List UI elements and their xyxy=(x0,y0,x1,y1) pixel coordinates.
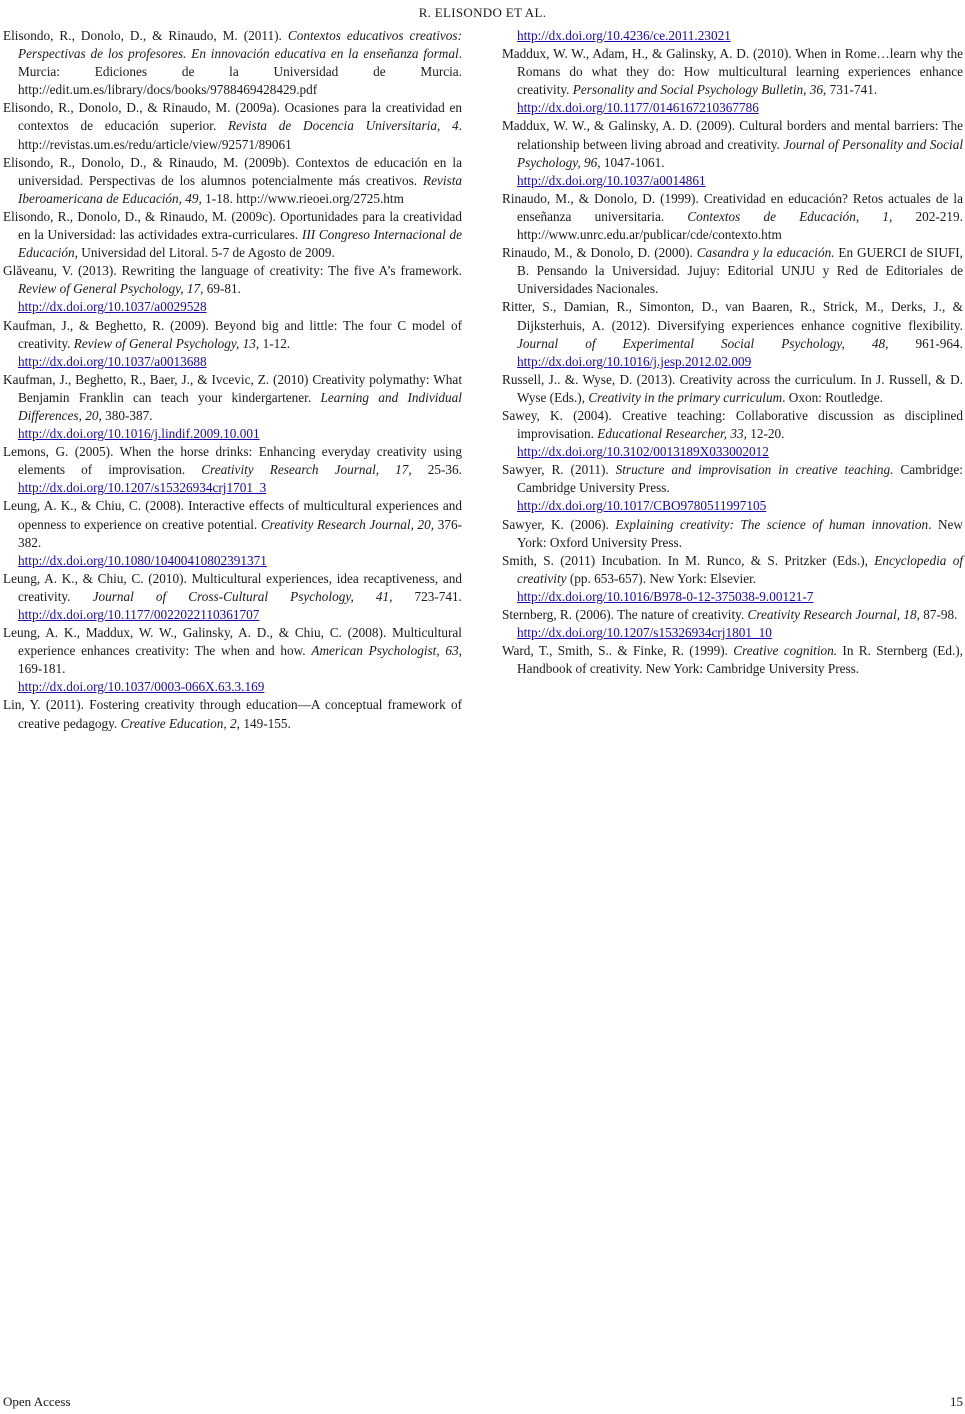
reference-entry xyxy=(3,371,462,443)
reference-source: Casandra y la educación. xyxy=(696,245,835,261)
reference-source: Creative Education, 2, xyxy=(120,715,240,731)
doi-link[interactable]: http://dx.doi.org/10.1017/CBO9780511997105 xyxy=(517,498,767,514)
reference-source: Structure and improvisation in creative teaching. xyxy=(615,462,894,478)
references-body xyxy=(0,27,965,1377)
reference-entry xyxy=(3,27,462,99)
reference-source: Revista Iberoamericana de Educación, 49, xyxy=(18,172,462,206)
reference-authors-title: Maddux, W. W., Adam, H., & Galinsky, A. D. (2010). When in Rome…learn why the Romans do what they do: How multicultural learning experiences enhance creativity. xyxy=(502,46,963,98)
reference-authors-title: Ward, T., Smith, S.. & Finke, R. (1999). xyxy=(502,643,734,659)
reference-authors-title: Ritter, S., Damian, R., Simonton, D., van Baaren, R., Strick, M., Derks, J., & Dijksterhuis, A. (2012). Diversifying experiences enhance cognitive flexibility. xyxy=(502,299,963,333)
reference-source: Review of General Psychology, 17, xyxy=(18,281,204,297)
reference-authors-title: Kaufman, J., Beghetto, R., Baer, J., & Ivcevic, Z. (2010) Creativity polymathy: What Benjamin Franklin can teach your kindergartener. xyxy=(3,371,462,405)
reference-source: Contextos de Educación, 1, xyxy=(687,208,893,224)
reference-details: (pp. 653-657). New York: Elsevier. xyxy=(566,570,757,586)
reference-entry xyxy=(502,642,963,678)
reference-entry xyxy=(502,45,963,117)
reference-source: Personality and Social Psychology Bulletin, 36, xyxy=(572,82,827,98)
reference-authors-title: Sawey, K. (2004). Creative teaching: Collaborative discussion as disciplined improvisation. xyxy=(502,407,963,442)
reference-source: Review of General Psychology, 13, xyxy=(73,335,260,351)
reference-details: . Murcia: Ediciones de la Universidad de Murcia. http://edit.um.es/library/docs/books/9788469428429.pdf xyxy=(18,46,462,98)
reference-entry xyxy=(502,371,963,407)
reference-source: Educational Researcher, 33, xyxy=(597,426,747,442)
reference-details: . Oxon: Routledge. xyxy=(782,389,883,405)
reference-details: 380-387. xyxy=(101,407,153,423)
footer-journal: Open Access xyxy=(3,1394,71,1409)
reference-entry xyxy=(3,624,462,696)
reference-source: Creativity Research Journal, 20, xyxy=(260,516,435,532)
reference-details: 12-20. xyxy=(746,426,785,442)
reference-authors-title: Elisondo, R., Donolo, D., & Rinaudo, M. (2009b). Contextos de educación en la universidad. Perspectivas de los alumnos potencialmente más creativos. xyxy=(3,154,462,188)
reference-authors-title: Kaufman, J., & Beghetto, R. (2009). Beyond big and little: The four C model of creativity. xyxy=(3,317,462,351)
reference-source: American Psychologist, 63, xyxy=(311,643,462,659)
doi-link[interactable]: http://dx.doi.org/10.1037/a0029528 xyxy=(18,299,207,315)
reference-entry xyxy=(3,262,462,316)
reference-authors-title: Glăveanu, V. (2013). Rewriting the language of creativity: The five A’s framework. xyxy=(3,263,462,279)
reference-details: 723-741. xyxy=(392,588,462,604)
reference-authors-title: Lemons, G. (2005). When the horse drinks: Enhancing everyday creativity using elements of improvisation. xyxy=(3,444,462,478)
reference-details: 25-36. xyxy=(411,462,462,478)
reference-details: , Universidad del Litoral. 5-7 de Agosto de 2009. xyxy=(74,245,335,261)
reference-entry xyxy=(502,552,963,606)
doi-link[interactable]: http://dx.doi.org/10.1177/0022022110361707 xyxy=(18,607,260,622)
reference-source: Creativity Research Journal, 17, xyxy=(201,462,412,478)
reference-entry xyxy=(502,190,963,244)
reference-source: Learning and Individual Differences, 20, xyxy=(18,389,462,423)
reference-authors-title: Elisondo, R., Donolo, D., & Rinaudo, M. (2009c). Oportunidades para la creatividad en la Universidad: las actividades extra-curriculares. xyxy=(3,208,462,243)
reference-source: Contextos educativos creativos: Perspectivas de los profesores. En innovación educativa en la enseñanza formal xyxy=(18,28,462,62)
reference-authors-title: Sternberg, R. (2006). The nature of creativity. xyxy=(502,607,748,622)
reference-entry xyxy=(502,461,963,515)
doi-link[interactable]: http://dx.doi.org/10.1177/0146167210367786 xyxy=(517,100,759,116)
reference-source: Creativity Research Journal, 18, xyxy=(747,607,920,622)
doi-link[interactable]: http://dx.doi.org/10.1037/a0013688 xyxy=(18,353,207,369)
reference-details: Cambridge: Cambridge University Press. xyxy=(517,462,963,496)
reference-source: Explaining creativity: The science of human innovation xyxy=(615,516,929,532)
doi-link[interactable]: http://dx.doi.org/10.1037/0003-066X.63.3.169 xyxy=(18,679,265,695)
doi-link[interactable]: http://dx.doi.org/10.3102/0013189X033002012 xyxy=(517,444,769,460)
doi-link[interactable]: http://dx.doi.org/10.1016/j.lindif.2009.10.001 xyxy=(18,426,260,442)
doi-link[interactable]: http://dx.doi.org/10.1207/s15326934crj1801_10 xyxy=(517,625,772,641)
references-right-column xyxy=(502,27,963,678)
reference-entry xyxy=(502,244,963,298)
reference-details: 169-181. xyxy=(18,661,66,677)
reference-source: Journal of Experimental Social Psychology, 48, xyxy=(517,335,889,351)
reference-authors-title: Russell, J.. &. Wyse, D. (2013). Creativity across the curriculum. In J. Russell, & D. Wyse (Eds.), xyxy=(502,371,963,405)
reference-entry xyxy=(3,154,462,208)
reference-authors-title: Maddux, W. W., & Galinsky, A. D. (2009). Cultural borders and mental barriers: The relationship between living abroad and creativity. xyxy=(502,118,963,152)
doi-link[interactable]: http://dx.doi.org/10.1037/a0014861 xyxy=(517,172,706,188)
doi-link[interactable]: http://dx.doi.org/10.1080/10400410802391371 xyxy=(18,552,267,568)
page-footer xyxy=(0,1392,965,1412)
reference-details: En GUERCI de SIUFI, B. Pensando la Universidad. Jujuy: Editorial UNJU y Red de Editoriales de Universidades Nacionales. xyxy=(517,245,963,297)
reference-details: 69-81. xyxy=(203,281,241,297)
reference-authors-title: Elisondo, R., Donolo, D., & Rinaudo, M. (2011). xyxy=(3,28,288,43)
reference-authors-title: Sawyer, K. (2006). xyxy=(502,516,616,532)
reference-details: 961-964. xyxy=(888,335,963,351)
reference-source: Encyclopedia of creativity xyxy=(517,552,963,586)
reference-details: 149-155. xyxy=(240,715,291,731)
reference-entry xyxy=(3,570,462,624)
doi-link[interactable]: http://dx.doi.org/10.1016/B978-0-12-375038-9.00121-7 xyxy=(517,588,814,604)
reference-source: Creativity in the primary curriculum xyxy=(588,389,783,405)
reference-entry xyxy=(502,117,963,189)
reference-authors-title: Smith, S. (2011) Incubation. In M. Runco, & S. Pritzker (Eds.), xyxy=(502,552,875,568)
reference-source: Journal of Personality and Social Psychology, 96, xyxy=(517,136,964,170)
reference-details: 1-18. http://www.rieoei.org/2725.htm xyxy=(201,190,404,206)
reference-details: 87-98. xyxy=(919,607,958,622)
reference-entry xyxy=(502,606,963,642)
reference-authors-title: Rinaudo, M., & Donolo, D. (2000). xyxy=(502,245,697,261)
reference-details: . New York: Oxford University Press. xyxy=(517,516,963,550)
reference-details: 1-12. xyxy=(259,335,291,351)
reference-entry xyxy=(3,443,462,497)
reference-details: In R. Sternberg (Ed.), Handbook of creativity. New York: Cambridge University Press. xyxy=(517,643,963,677)
reference-details: 731-741. xyxy=(826,82,878,98)
reference-details: 1047-1061. xyxy=(600,154,665,170)
reference-source: Creative cognition. xyxy=(733,643,838,659)
reference-source: III Congreso Internacional de Educación xyxy=(18,227,462,261)
reference-authors-title: Elisondo, R., Donolo, D., & Rinaudo, M. (2009a). Ocasiones para la creatividad en contextos de educación superior. xyxy=(3,100,462,134)
reference-source: Revista de Docencia Universitaria, 4 xyxy=(228,118,459,134)
doi-link[interactable]: http://dx.doi.org/10.1207/s15326934crj1701_3 xyxy=(18,480,267,496)
reference-entry xyxy=(502,298,963,370)
references-left-column xyxy=(3,27,462,733)
reference-authors-title: Leung, A. K., & Chiu, C. (2008). Interactive effects of multicultural experiences and openness to experience on creative potential. xyxy=(3,498,462,532)
reference-entry xyxy=(3,317,462,371)
reference-source: Journal of Cross-Cultural Psychology, 41, xyxy=(92,588,393,604)
reference-authors-title: Lin, Y. (2011). Fostering creativity through education—A conceptual framework of creative pedagogy. xyxy=(3,697,462,731)
reference-authors-title: Leung, A. K., Maddux, W. W., Galinsky, A. D., & Chiu, C. (2008). Multicultural experience enhances creativity: The when and how. xyxy=(3,625,462,659)
reference-details: 376-382. xyxy=(18,516,462,550)
page-number: 15 xyxy=(950,1394,963,1409)
reference-details: 202-219. http://www.unrc.edu.ar/publicar/cde/contexto.htm xyxy=(517,208,963,243)
reference-authors-title: Leung, A. K., & Chiu, C. (2010). Multicultural experiences, idea recaptiveness, and creativity. xyxy=(3,570,462,604)
reference-entry xyxy=(502,516,963,552)
reference-entry xyxy=(502,407,963,461)
reference-entry xyxy=(3,696,462,732)
doi-link[interactable]: http://dx.doi.org/10.1016/j.jesp.2012.02.009 xyxy=(517,353,752,369)
reference-authors-title: Rinaudo, M., & Donolo, D. (1999). Creatividad en educación? Retos actuales de la enseñanza universitaria. xyxy=(502,190,963,224)
reference-entry xyxy=(3,497,462,569)
running-header: R. ELISONDO ET AL. xyxy=(418,5,547,20)
reference-entry xyxy=(3,99,462,153)
reference-entry xyxy=(3,208,462,262)
reference-details: . http://revistas.um.es/redu/article/view/92571/89061 xyxy=(18,118,462,152)
doi-link[interactable]: http://dx.doi.org/10.4236/ce.2011.23021 xyxy=(517,28,731,43)
continued-reference-doi xyxy=(502,27,963,45)
reference-authors-title: Sawyer, R. (2011). xyxy=(502,462,616,478)
